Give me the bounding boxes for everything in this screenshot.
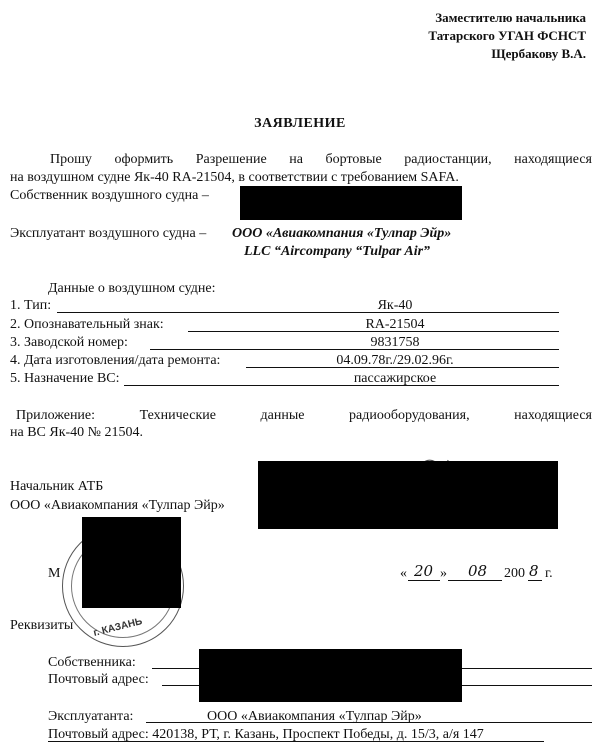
intro-line-2: на воздушном судне Як-40 RA-21504, в соответствии с требованием SAFA.	[10, 170, 459, 185]
date-day: 20	[414, 562, 434, 580]
owner-redaction	[240, 186, 462, 220]
operator-name-en: LLC “Aircompany “Tulpar Air”	[244, 244, 431, 259]
requisites-owner-address-label: Почтовый адрес:	[48, 672, 149, 687]
document-title: ЗАЯВЛЕНИЕ	[254, 116, 346, 131]
aircraft-row-label: 1. Тип:	[10, 298, 52, 313]
date-month-line	[448, 580, 502, 581]
operator-name-ru: ООО «Авиакомпания «Тулпар Эйр»	[232, 226, 452, 241]
aircraft-row-value: пассажирское	[353, 371, 437, 386]
date-open-quote: «	[400, 566, 407, 581]
aircraft-row-label: 3. Заводской номер:	[10, 335, 128, 350]
intro-line-1: Прошу оформить Разрешение на бортовые радиостанции, находящиеся	[50, 152, 592, 167]
date-year-prefix: 200	[504, 566, 525, 581]
aircraft-row-value: Як-40	[377, 298, 413, 313]
date-close-quote: »	[440, 566, 447, 581]
aircraft-row-value: RA-21504	[365, 317, 425, 332]
attachment-line-1: Приложение: Технические данные радиооборудования, находящиеся	[16, 408, 592, 423]
date-day-line	[408, 580, 440, 581]
signatory-title: Начальник АТБ	[10, 479, 104, 494]
requisites-owner-label: Собственника:	[48, 655, 136, 670]
aircraft-row-label: 2. Опознавательный знак:	[10, 317, 164, 332]
stamp-city: г. КАЗАНЬ	[92, 616, 144, 639]
date-year-digit: 8	[529, 562, 539, 580]
operator-label: Эксплуатант воздушного судна –	[10, 226, 207, 241]
addressee-line-2: Татарского УГАН ФСНСТ	[428, 28, 586, 43]
aircraft-row-label: 4. Дата изготовления/дата ремонта:	[10, 353, 221, 368]
addressee-line-1: Заместителю начальника	[435, 10, 586, 25]
date-year-line	[528, 580, 542, 581]
requisites-operator-name: ООО «Авиакомпания «Тулпар Эйр»	[207, 709, 422, 724]
attachment-line-2: на ВС Як-40 № 21504.	[10, 425, 144, 440]
aircraft-row-value: 04.09.78г./29.02.96г.	[336, 353, 454, 368]
requisites-heading: Реквизиты	[10, 618, 74, 633]
stamp-letter: М	[48, 566, 61, 581]
requisites-owner-redaction	[199, 649, 462, 702]
signature-redaction	[258, 461, 558, 529]
addressee-line-3: Щербакову В.А.	[491, 46, 586, 61]
date-month: 08	[468, 562, 488, 580]
requisites-operator-address-line	[48, 741, 544, 742]
requisites-operator-address: Почтовый адрес: 420138, РТ, г. Казань, Проспект Победы, д. 15/3, а/я 147	[48, 727, 484, 742]
aircraft-row-value: 9831758	[370, 335, 420, 350]
signatory-company: ООО «Авиакомпания «Тулпар Эйр»	[10, 498, 225, 513]
owner-label: Собственник воздушного судна –	[10, 188, 209, 203]
aircraft-row-label: 5. Назначение ВС:	[10, 371, 120, 386]
aircraft-data-heading: Данные о воздушном судне:	[48, 281, 216, 296]
date-suffix: г.	[545, 566, 553, 581]
requisites-operator-label: Эксплуатанта:	[48, 709, 134, 724]
stamp-redaction	[82, 517, 181, 608]
